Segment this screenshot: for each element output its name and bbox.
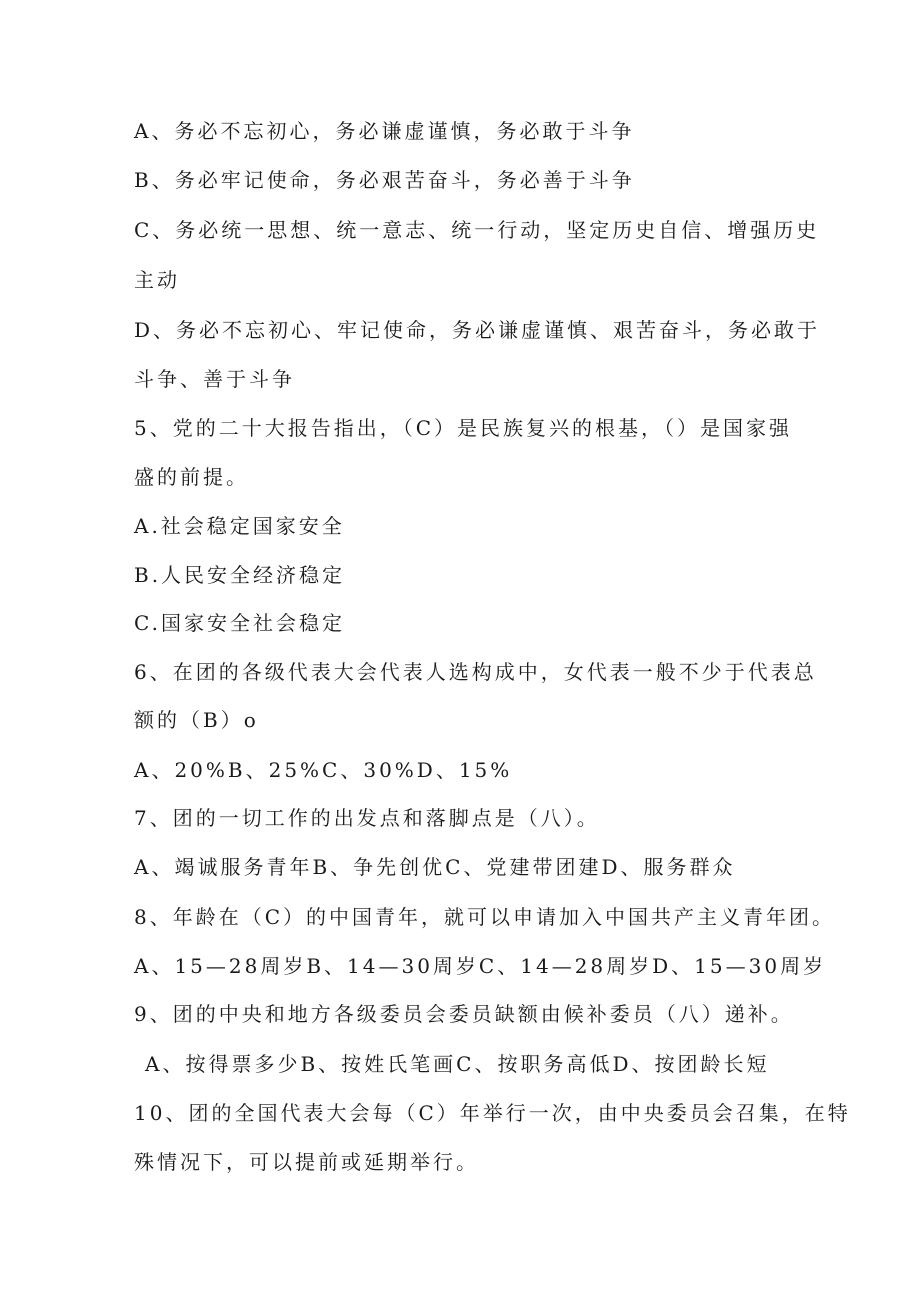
question-6-line2: 额的（B）o — [134, 708, 259, 732]
option-4d-line2: 斗争、善于斗争 — [134, 367, 295, 391]
option-5c: C.国家安全社会稳定 — [134, 611, 345, 635]
question-8: 8、年龄在（C）的中国青年，就可以申请加入中国共产主义青年团。 — [134, 905, 836, 929]
options-6: A、20%B、25%C、30%D、15% — [134, 758, 513, 782]
question-5-line1: 5、党的二十大报告指出，（C）是民族复兴的根基，（）是国家强 — [134, 416, 793, 440]
question-6-line1: 6、在团的各级代表大会代表人选构成中，女代表一般不少于代表总 — [134, 660, 817, 684]
option-5a: A.社会稳定国家安全 — [134, 514, 345, 538]
option-5b: B.人民安全经济稳定 — [134, 563, 346, 587]
question-10-line1: 10、团的全国代表大会每（C）年举行一次，由中央委员会召集，在特 — [134, 1101, 851, 1125]
options-9: A、按得票多少B、按姓氏笔画C、按职务高低D、按团龄长短 — [145, 1052, 770, 1076]
option-4c-line1: C、务必统一思想、统一意志、统一行动，坚定历史自信、增强历史 — [134, 218, 820, 242]
question-9: 9、团的中央和地方各级委员会委员缺额由候补委员（八）递补。 — [134, 1002, 794, 1026]
option-4c-line2: 主动 — [134, 268, 180, 292]
question-7: 7、团的一切工作的出发点和落脚点是（八）。 — [134, 806, 600, 830]
options-7: A、竭诚服务青年B、争先创优C、党建带团建D、服务群众 — [134, 855, 736, 879]
question-10-line2: 殊情况下，可以提前或延期举行。 — [134, 1150, 479, 1174]
option-4a: A、务必不忘初心，务必谦虚谨慎，务必敢于斗争 — [134, 119, 635, 143]
options-8: A、15—28周岁B、14—30周岁C、14—28周岁D、15—30周岁 — [134, 954, 827, 978]
option-4b: B、务必牢记使命，务必艰苦奋斗，务必善于斗争 — [134, 168, 635, 192]
question-5-line2: 盛的前提。 — [134, 465, 249, 489]
option-4d-line1: D、务必不忘初心、牢记使命，务必谦虚谨慎、艰苦奋斗，务必敢于 — [134, 318, 821, 342]
